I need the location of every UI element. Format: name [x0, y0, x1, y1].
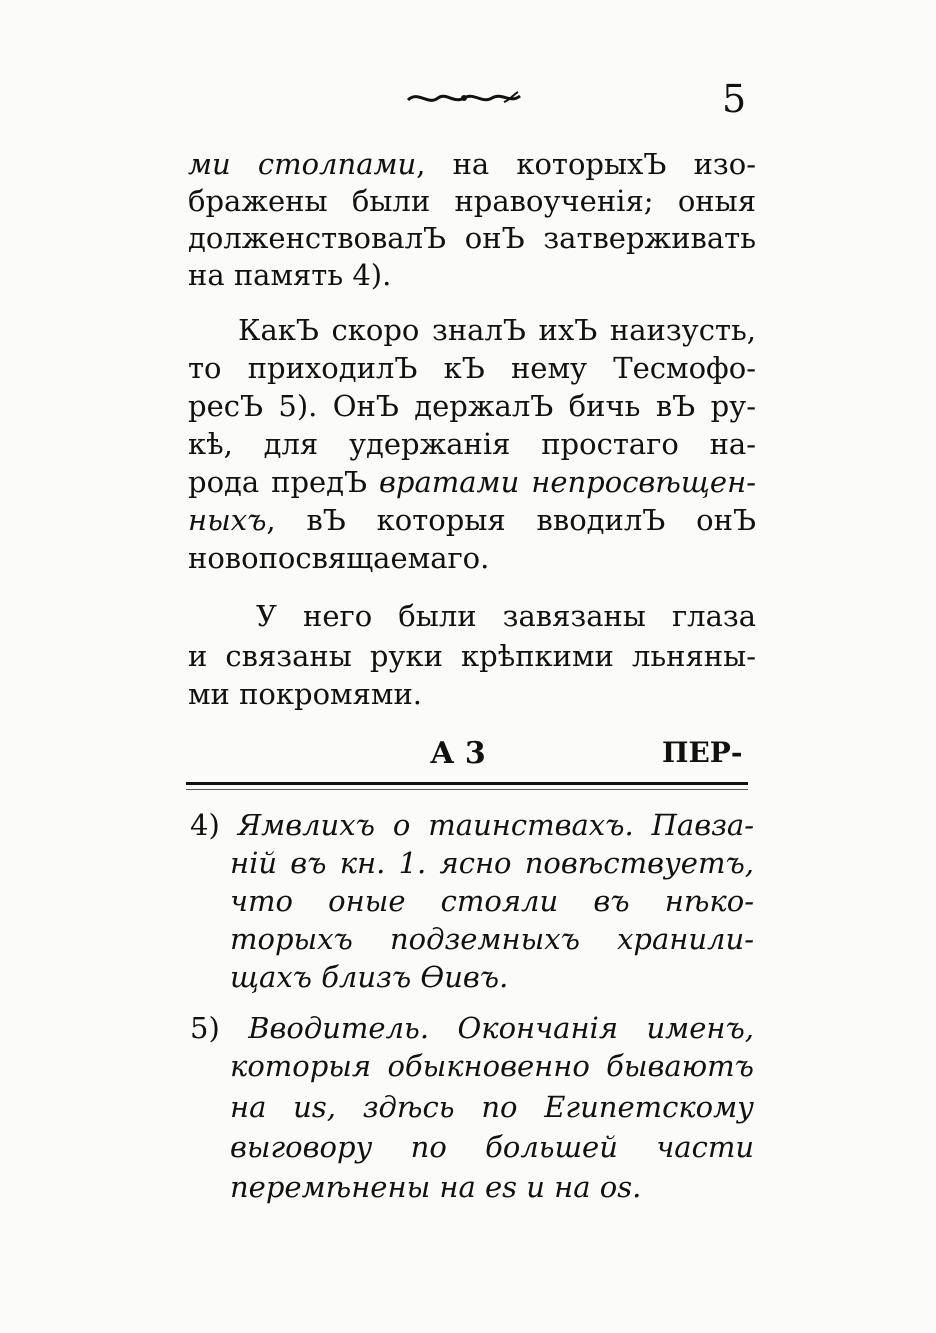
- footnote-divider-thin: [186, 789, 748, 790]
- signature-mark: А 3: [430, 736, 486, 771]
- footnote-number: 4): [190, 808, 220, 842]
- body-line: бражены были нравоученія; оныя: [188, 184, 756, 218]
- body-line: рода предЪ вратами непросвѣщен-: [188, 465, 756, 499]
- footnote-line: ній въ кн. 1. ясно повѣствуетъ,: [230, 846, 754, 880]
- footnote-line: торыхъ подземныхъ хранили-: [230, 922, 754, 956]
- body-line: ми покромями.: [188, 677, 422, 711]
- footnote-number: 5): [190, 1011, 220, 1045]
- body-line: КакЪ скоро зналЪ ихЪ наизусть,: [238, 313, 756, 347]
- vine-ornament-icon: [404, 86, 524, 110]
- footnote-line: перемѣнены на es и на os.: [230, 1170, 642, 1204]
- body-line: ми столпами, на которыхЪ изо-: [188, 147, 756, 181]
- body-line: то приходилЪ кЪ нему Тесмофо-: [188, 351, 756, 385]
- body-line: и связаны руки крѣпкими льняны-: [188, 639, 756, 673]
- page-number: 5: [722, 77, 747, 121]
- footnote-line: что оные стояли въ нѣко-: [230, 884, 754, 918]
- body-line: долженствовалЪ онЪ затверживать: [188, 221, 756, 255]
- body-line: ресЪ 5). ОнЪ держалЪ бичь вЪ ру-: [188, 389, 756, 423]
- body-line: У него были завязаны глаза: [256, 599, 756, 633]
- footnote-line: 4) Ямвлихъ о таинствахъ. Павза-: [190, 808, 754, 842]
- footnote-line: на us, здѣсь по Египетскому: [230, 1090, 754, 1124]
- footnote-line: которыя обыкновенно бываютъ: [230, 1049, 754, 1083]
- body-line: ныхъ, вЪ которыя вводилЪ онЪ: [188, 503, 756, 537]
- footnote-line: выговору по большей части: [230, 1130, 754, 1164]
- body-line: новопосвящаемаго.: [188, 541, 490, 575]
- catchword: ПЕР-: [662, 736, 743, 769]
- footnote-divider: [186, 782, 748, 785]
- footnote-line: 5) Вводитель. Окончанія именъ,: [190, 1011, 755, 1045]
- footnote-line: щахъ близъ Ѳивъ.: [230, 960, 509, 994]
- body-line: на память 4).: [188, 258, 392, 292]
- body-line: кѣ, для удержанія простаго на-: [188, 427, 756, 461]
